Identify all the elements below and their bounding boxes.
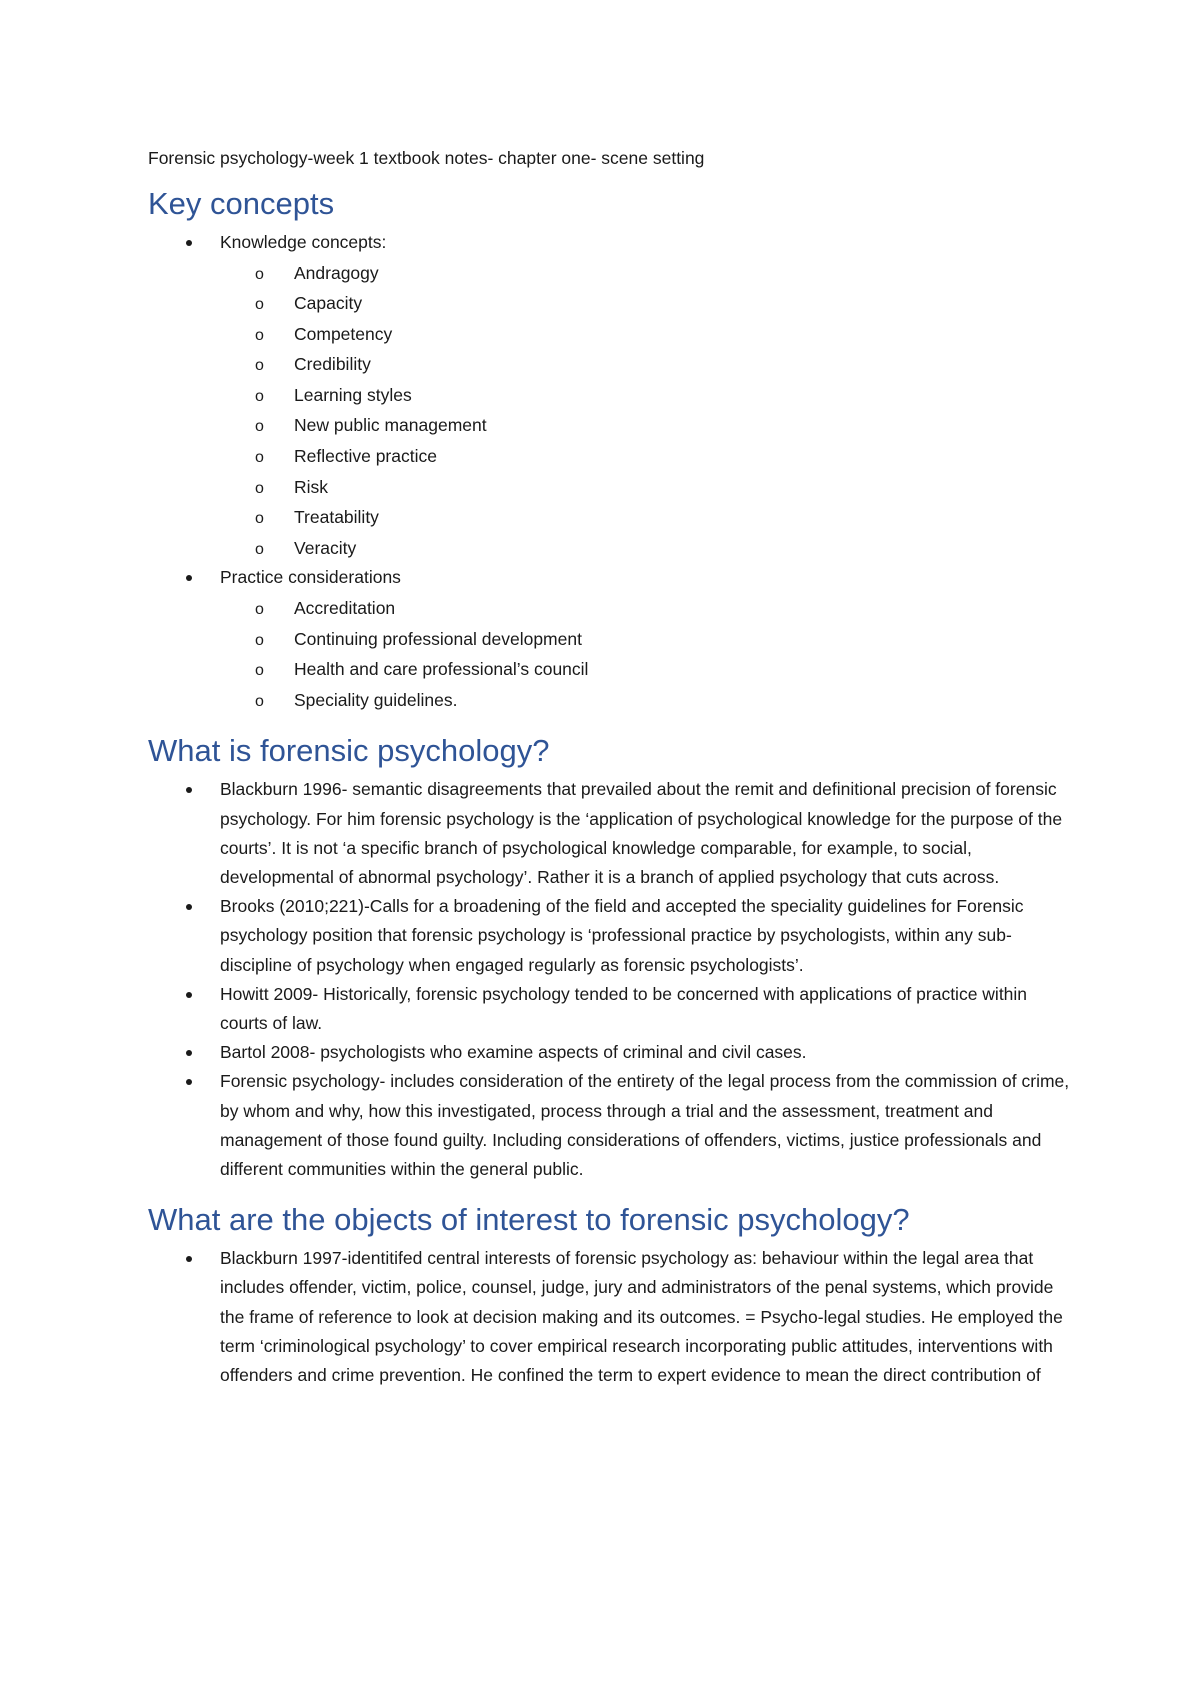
circle-bullet-icon: o (255, 540, 264, 558)
sub-list-item (220, 349, 1078, 380)
bullet-icon (186, 575, 192, 581)
sub-list-item-text: Veracity (294, 537, 357, 558)
list-item-text: Howitt 2009- Historically, forensic psychology tended to be concerned with applications of practice within courts of law. (220, 983, 1028, 1033)
sub-list-item (220, 502, 1078, 533)
sub-list-item (220, 441, 1078, 472)
circle-bullet-icon: o (255, 600, 264, 618)
circle-bullet-icon: o (255, 662, 264, 680)
sub-list-item (220, 319, 1078, 350)
sub-list (220, 593, 1078, 715)
sub-list-item-text: Risk (294, 476, 329, 497)
list-item-text: Brooks (2010;221)-Calls for a broadening of the field and accepted the speciality guidelines for Forensic psychology position that forensic psychology is ‘professional practice by psychologists, within any sub-discipline of psychology when engaged regularly as forensic psychologists’. (220, 896, 1024, 975)
heading-what-is-forensic-psychology: What is forensic psychology? (148, 733, 550, 769)
document-body (148, 146, 1078, 1390)
list-item-text: Forensic psychology- includes consideration of the entirety of the legal process from the commission of crime, by whom and why, how this investigated, process through a trial and the assessment, treatment and management of those found guilty. Including considerations of offenders, victims, justice professionals and different communities within the general public. (220, 1071, 1070, 1179)
circle-bullet-icon: o (255, 326, 264, 344)
circle-bullet-icon: o (255, 265, 264, 283)
heading-objects-of-interest: What are the objects of interest to forensic psychology? (148, 1202, 910, 1238)
sub-list-item (220, 288, 1078, 319)
circle-bullet-icon: o (255, 692, 264, 710)
circle-bullet-icon: o (255, 449, 264, 467)
sub-list-item (220, 258, 1078, 289)
bullet-icon (186, 1050, 192, 1056)
sub-list (220, 258, 1078, 564)
list-item (148, 1067, 1078, 1184)
circle-bullet-icon: o (255, 296, 264, 314)
list-item (148, 892, 1078, 980)
bullet-icon (186, 1079, 192, 1085)
bullet-icon (186, 240, 192, 246)
heading-key-concepts: Key concepts (148, 186, 335, 221)
definitions-list (148, 775, 1078, 1184)
bullet-icon (186, 992, 192, 998)
list-item (148, 228, 1078, 563)
sub-list-item (220, 410, 1078, 441)
circle-bullet-icon: o (255, 479, 264, 497)
sub-list-item-text: Continuing professional development (294, 628, 582, 649)
list-item-text: Practice considerations (220, 567, 401, 588)
sub-list-item (220, 380, 1078, 411)
list-item (148, 1038, 1078, 1067)
circle-bullet-icon: o (255, 357, 264, 375)
list-item (148, 980, 1078, 1038)
document-title: Forensic psychology-week 1 textbook notes- chapter one- scene setting (148, 148, 705, 168)
bullet-icon (186, 1256, 192, 1262)
sub-list-item (220, 624, 1078, 655)
sub-list-item (220, 533, 1078, 564)
key-concepts-list (148, 228, 1078, 715)
sub-list-item-text: Accreditation (294, 597, 396, 618)
sub-list-item (220, 472, 1078, 503)
bullet-icon (186, 904, 192, 910)
circle-bullet-icon: o (255, 510, 264, 528)
circle-bullet-icon: o (255, 418, 264, 436)
list-item (148, 563, 1078, 715)
sub-list-item-text: Speciality guidelines. (294, 689, 458, 710)
list-item (148, 775, 1078, 892)
list-item (148, 1244, 1078, 1390)
sub-list-item-text: Learning styles (294, 384, 412, 405)
sub-list-item-text: Reflective practice (294, 446, 437, 467)
sub-list-item-text: Credibility (294, 354, 371, 375)
sub-list-item (220, 593, 1078, 624)
list-item-text: Bartol 2008- psychologists who examine aspects of criminal and civil cases. (220, 1042, 807, 1063)
list-item-text: Blackburn 1997-identitifed central interests of forensic psychology as: behaviour within the legal area that includes offender, victim, police, counsel, judge, jury and administrators of the penal systems, which provide the frame of reference to look at decision making and its outcomes. = Psycho-legal studies. He employed the term ‘criminological psychology’ to cover empirical research incorporating public attitudes, interventions with offenders and crime prevention. He confined the term to expert evidence to mean the direct contribution of (220, 1248, 1063, 1385)
sub-list-item-text: Competency (294, 323, 393, 344)
objects-of-interest-list (148, 1244, 1078, 1390)
circle-bullet-icon: o (255, 387, 264, 405)
circle-bullet-icon: o (255, 631, 264, 649)
sub-list-item-text: Andragogy (294, 262, 379, 283)
sub-list-item-text: Capacity (294, 293, 363, 314)
sub-list-item (220, 685, 1078, 716)
sub-list-item-text: New public management (294, 415, 487, 436)
sub-list-item (220, 654, 1078, 685)
sub-list-item-text: Health and care professional’s council (294, 659, 589, 680)
bullet-icon (186, 787, 192, 793)
list-item-text: Blackburn 1996- semantic disagreements that prevailed about the remit and definitional precision of forensic psychology. For him forensic psychology is the ‘application of psychological knowledge for the purpose of the courts’. It is not ‘a specific branch of psychological knowledge comparable, for example, to social, developmental of abnormal psychology’. Rather it is a branch of applied psychology that cuts across. (220, 779, 1063, 887)
list-item-text: Knowledge concepts: (220, 232, 387, 252)
sub-list-item-text: Treatability (294, 507, 379, 528)
